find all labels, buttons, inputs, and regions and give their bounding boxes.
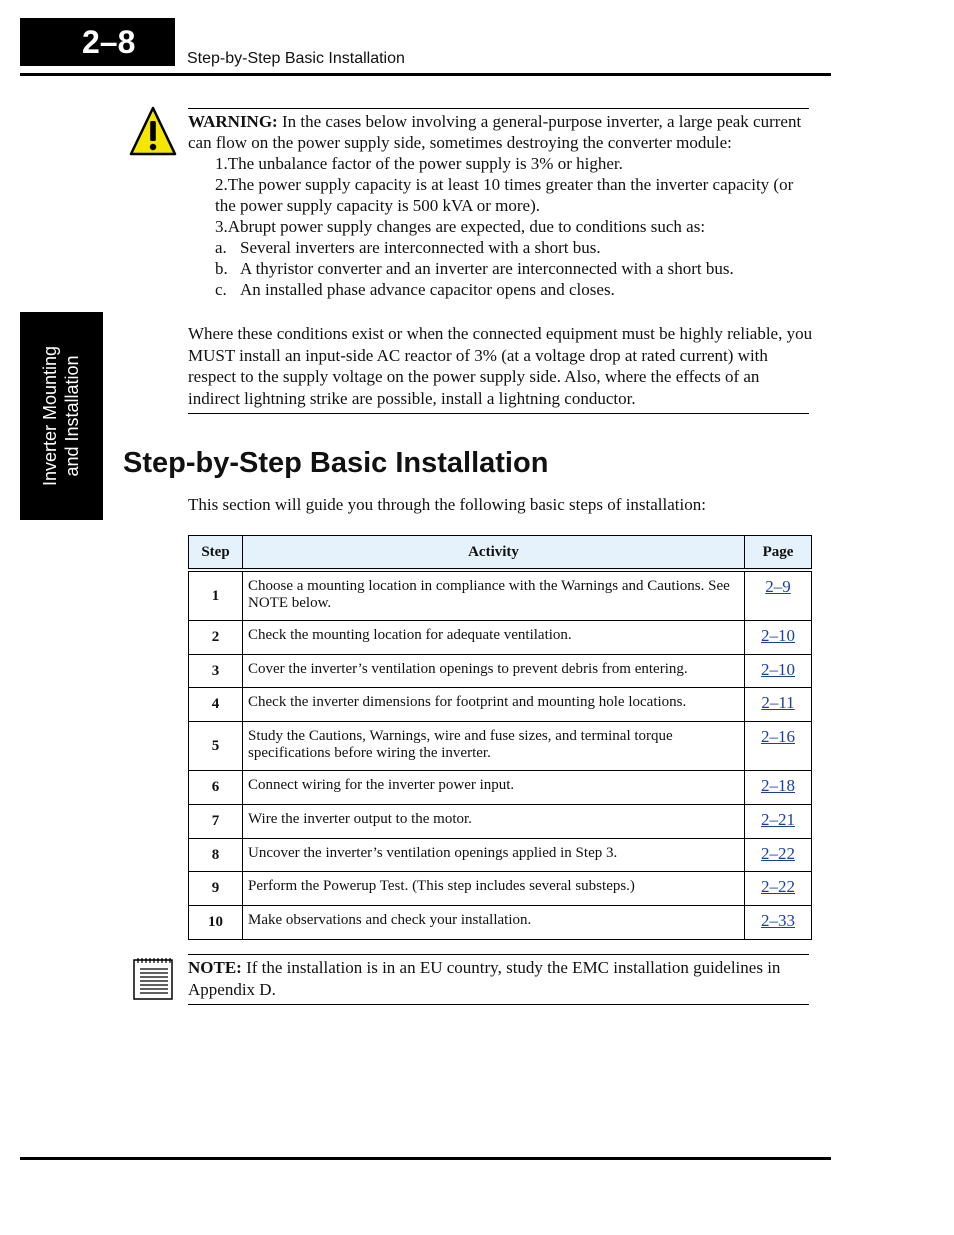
page-link[interactable]: 2–9 bbox=[765, 577, 791, 596]
table-row bbox=[189, 688, 812, 722]
column-header-page: Page bbox=[745, 536, 812, 571]
header-rule bbox=[20, 73, 831, 76]
note-text bbox=[188, 957, 813, 1000]
section-title: Step-by-Step Basic Installation bbox=[123, 447, 549, 479]
column-header-activity: Activity bbox=[243, 536, 745, 571]
table-row bbox=[189, 906, 812, 940]
sub-item-text: Several inverters are interconnected with a short bus. bbox=[240, 238, 601, 257]
note-bottom-rule bbox=[188, 1004, 809, 1005]
note-body: If the installation is in an EU country, study the EMC installation guidelines in Appendix D. bbox=[188, 958, 781, 999]
step-number: 2 bbox=[189, 621, 243, 655]
sub-item-text: An installed phase advance capacitor opens and closes. bbox=[240, 280, 615, 299]
table-row bbox=[189, 570, 812, 621]
sub-item-marker: b. bbox=[215, 259, 228, 278]
warning-top-rule bbox=[188, 108, 809, 109]
warning-item: 3.Abrupt power supply changes are expected, due to conditions such as: bbox=[215, 217, 706, 236]
page-link[interactable]: 2–11 bbox=[761, 693, 795, 712]
table-row bbox=[189, 621, 812, 655]
warning-sub-item bbox=[188, 258, 813, 279]
side-tab-line-1: Inverter Mounting bbox=[40, 345, 60, 487]
warning-paragraph: Where these conditions exist or when the connected equipment must be highly reliable, you MUST install an input-side AC reactor of 3% (at a voltage drop at rated current) with respect to the supply voltage on the power supply side. Also, where the effects of an indirect lightning strike are possible, install a lightning conductor. bbox=[188, 324, 813, 408]
step-activity: Cover the inverter’s ventilation openings to prevent debris from entering. bbox=[243, 655, 745, 688]
step-activity: Perform the Powerup Test. (This step includes several substeps.) bbox=[243, 872, 745, 906]
warning-intro bbox=[188, 111, 813, 153]
step-activity: Check the mounting location for adequate ventilation. bbox=[243, 621, 745, 655]
column-header-step: Step bbox=[189, 536, 243, 571]
step-number: 7 bbox=[189, 805, 243, 839]
page-link[interactable]: 2–10 bbox=[761, 660, 795, 679]
step-activity: Connect wiring for the inverter power input. bbox=[243, 771, 745, 805]
footer-rule bbox=[20, 1157, 831, 1160]
step-number: 9 bbox=[189, 872, 243, 906]
warning-item: 2.The power supply capacity is at least 10 times greater than the inverter capacity (or the power supply capacity is 500 kVA or more). bbox=[215, 175, 794, 215]
step-number: 10 bbox=[189, 906, 243, 940]
step-number: 3 bbox=[189, 655, 243, 688]
step-number: 8 bbox=[189, 839, 243, 872]
step-number: 5 bbox=[189, 722, 243, 771]
section-intro: This section will guide you through the following basic steps of installation: bbox=[188, 495, 706, 514]
table-row bbox=[189, 872, 812, 906]
page-link[interactable]: 2–21 bbox=[761, 810, 795, 829]
page-link[interactable]: 2–16 bbox=[761, 727, 795, 746]
step-activity: Make observations and check your installation. bbox=[243, 906, 745, 940]
table-row bbox=[189, 805, 812, 839]
warning-intro-text: In the cases below involving a general-purpose inverter, a large peak current can flow on the power supply side, sometimes destroying the converter module: bbox=[188, 112, 802, 152]
chapter-side-tab bbox=[20, 312, 103, 520]
warning-sub-item bbox=[188, 279, 813, 300]
step-number: 4 bbox=[189, 688, 243, 722]
step-activity: Choose a mounting location in compliance with the Warnings and Cautions. See NOTE below. bbox=[243, 570, 745, 621]
warning-bottom-rule bbox=[188, 413, 809, 414]
notepad-icon bbox=[130, 955, 176, 1001]
table-row bbox=[189, 655, 812, 688]
note-top-rule bbox=[188, 954, 809, 955]
warning-item: 1.The unbalance factor of the power supply is 3% or higher. bbox=[215, 154, 623, 173]
step-activity: Wire the inverter output to the motor. bbox=[243, 805, 745, 839]
table-row bbox=[189, 839, 812, 872]
side-tab-label bbox=[39, 346, 83, 486]
warning-block bbox=[188, 111, 813, 300]
page-link[interactable]: 2–33 bbox=[761, 911, 795, 930]
step-number: 1 bbox=[189, 570, 243, 621]
warning-triangle-icon bbox=[129, 105, 177, 157]
installation-steps-table bbox=[188, 535, 812, 940]
sub-item-marker: c. bbox=[215, 280, 227, 299]
warning-label: WARNING: bbox=[188, 112, 278, 131]
warning-sub-item bbox=[188, 237, 813, 258]
page-link[interactable]: 2–18 bbox=[761, 776, 795, 795]
step-activity: Check the inverter dimensions for footprint and mounting hole locations. bbox=[243, 688, 745, 722]
page-link[interactable]: 2–22 bbox=[761, 844, 795, 863]
table-header-row bbox=[189, 536, 812, 571]
step-number: 6 bbox=[189, 771, 243, 805]
page-number: 2–8 bbox=[20, 18, 175, 66]
page-link[interactable]: 2–22 bbox=[761, 877, 795, 896]
step-activity: Study the Cautions, Warnings, wire and fuse sizes, and terminal torque specifications before wiring the inverter. bbox=[243, 722, 745, 771]
side-tab-line-2: and Installation bbox=[62, 355, 82, 477]
running-title: Step-by-Step Basic Installation bbox=[187, 50, 405, 67]
table-row bbox=[189, 771, 812, 805]
step-activity: Uncover the inverter’s ventilation openings applied in Step 3. bbox=[243, 839, 745, 872]
note-label: NOTE: bbox=[188, 958, 242, 977]
sub-item-marker: a. bbox=[215, 238, 227, 257]
page-link[interactable]: 2–10 bbox=[761, 626, 795, 645]
table-row bbox=[189, 722, 812, 771]
sub-item-text: A thyristor converter and an inverter are interconnected with a short bus. bbox=[240, 259, 734, 278]
